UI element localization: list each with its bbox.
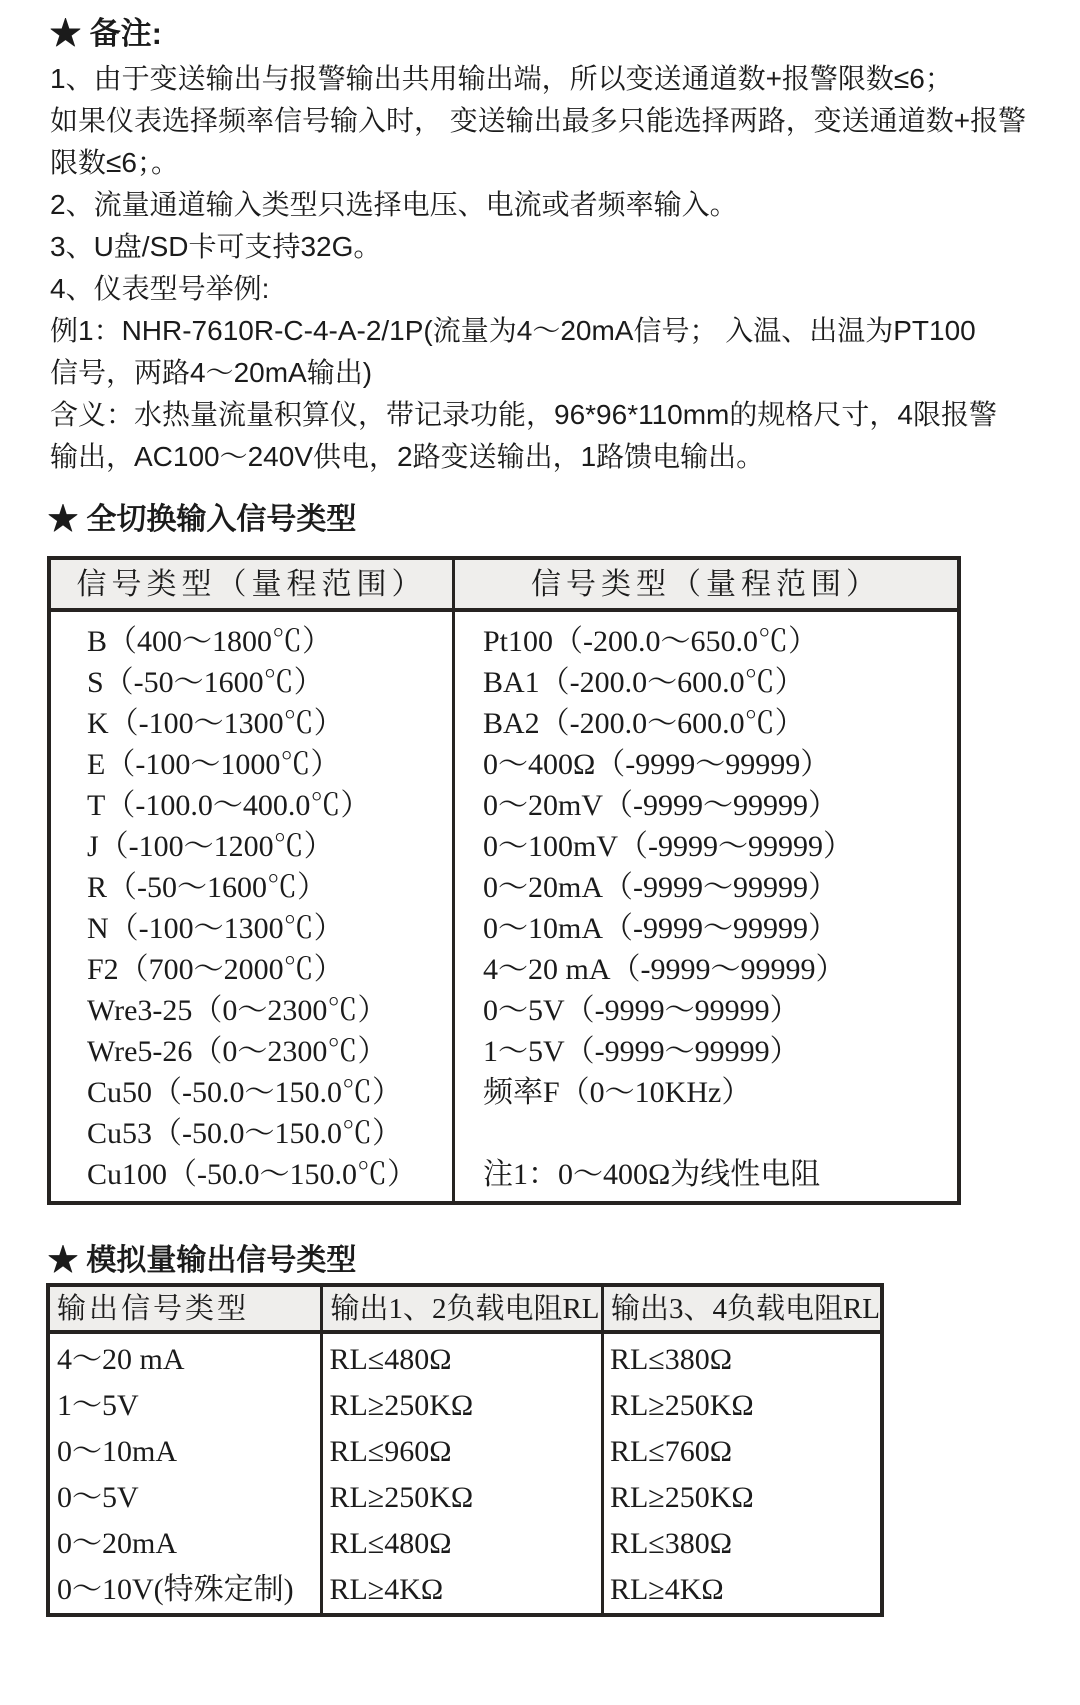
table-row: Wre5-26（0～2300℃） [87, 1035, 388, 1068]
table-row: RL≥4KΩ [609, 1573, 724, 1606]
input-table-left-column [51, 560, 455, 1201]
table-row: BA2（-200.0～600.0℃） [483, 707, 805, 740]
input-section-heading: ★ 全切换输入信号类型 [48, 503, 357, 536]
table-note: 注1：0～400Ω为线性电阻 [483, 1158, 821, 1191]
remark-line: 例1：NHR-7610R-C-4-A-2/1P(流量为4～20mA信号； 入温、出温为PT100 [50, 315, 976, 346]
output-table-rl12-column [323, 1287, 603, 1613]
table-row: 0～400Ω（-9999～99999） [483, 748, 831, 781]
table-row: RL≥250KΩ [329, 1481, 474, 1514]
table-row: RL≤380Ω [609, 1527, 733, 1560]
table-row: 频率F（0～10KHz） [483, 1076, 752, 1109]
table-row: Cu53（-50.0～150.0℃） [87, 1117, 402, 1150]
table-row: 0～10V(特殊定制) [57, 1573, 294, 1606]
table-row: T（-100.0～400.0℃） [87, 789, 371, 822]
input-table-right-column [455, 560, 957, 1201]
remarks-heading: ★ 备注: [50, 16, 162, 51]
table-row: N（-100～1300℃） [87, 912, 344, 945]
output-signal-table [46, 1283, 884, 1617]
remark-line: 如果仪表选择频率信号输入时， 变送输出最多只能选择两路，变送通道数+报警 [50, 105, 1027, 136]
table-row: 0～10mA（-9999～99999） [483, 912, 838, 945]
remark-line: 1、由于变送输出与报警输出共用输出端，所以变送通道数+报警限数≤6； [50, 63, 953, 94]
input-table-header-right: 信号类型（量程范围） [455, 560, 957, 612]
remark-line: 信号，两路4～20mA输出) [50, 357, 373, 388]
remark-line: 2、流量通道输入类型只选择电压、电流或者频率输入。 [50, 189, 738, 220]
remarks-section [50, 10, 1060, 478]
input-signal-table [47, 556, 961, 1205]
table-row: RL≥250KΩ [329, 1389, 474, 1422]
table-row: 1～5V [57, 1389, 139, 1422]
table-row: 0～20mA（-9999～99999） [483, 871, 838, 904]
table-row: RL≥250KΩ [609, 1481, 754, 1514]
table-row: RL≤380Ω [609, 1343, 733, 1376]
table-row: 4～20 mA [57, 1343, 185, 1376]
table-row: E（-100～1000℃） [87, 748, 341, 781]
table-row: 0～20mA [57, 1527, 177, 1560]
table-row: K（-100～1300℃） [87, 707, 344, 740]
table-row: RL≤960Ω [329, 1435, 452, 1468]
blank-line [483, 1113, 957, 1154]
table-row: 0～5V（-9999～99999） [483, 994, 800, 1027]
remark-line: 输出，AC100～240V供电，2路变送输出，1路馈电输出。 [50, 441, 765, 472]
output-table-header-rl12: 输出1、2负载电阻RL [323, 1287, 600, 1334]
table-row: RL≤480Ω [329, 1527, 452, 1560]
table-row: Cu100（-50.0～150.0℃） [87, 1158, 417, 1191]
table-row: 0～20mV（-9999～99999） [483, 789, 838, 822]
table-row: Cu50（-50.0～150.0℃） [87, 1076, 402, 1109]
table-row: BA1（-200.0～600.0℃） [483, 666, 805, 699]
output-table-type-column [50, 1287, 323, 1613]
table-row: RL≤760Ω [609, 1435, 733, 1468]
output-table-rl34-column [604, 1287, 880, 1613]
table-row: 0～5V [57, 1481, 139, 1514]
remark-line: 限数≤6；。 [50, 147, 179, 178]
table-row: RL≥250KΩ [609, 1389, 754, 1422]
table-row: J（-100～1200℃） [87, 830, 334, 863]
table-row: R（-50～1600℃） [87, 871, 327, 904]
remark-line: 含义：水热量流量积算仪，带记录功能，96*96*110mm的规格尺寸，4限报警 [50, 399, 997, 430]
table-row: S（-50～1600℃） [87, 666, 324, 699]
table-row: 4～20 mA（-9999～99999） [483, 953, 846, 986]
remark-line: 4、仪表型号举例: [50, 273, 270, 304]
table-row: Wre3-25（0～2300℃） [87, 994, 388, 1027]
table-row: F2（700～2000℃） [87, 953, 344, 986]
table-row: 0～10mA [57, 1435, 177, 1468]
input-table-left-body [51, 612, 452, 1201]
input-table-right-body [455, 612, 957, 1201]
output-section-heading: ★ 模拟量输出信号类型 [48, 1244, 357, 1277]
table-row: Pt100（-200.0～650.0℃） [483, 625, 819, 658]
table-row: RL≥4KΩ [329, 1573, 444, 1606]
output-table-header-rl34: 输出3、4负载电阻RL [604, 1287, 880, 1334]
input-table-header-left: 信号类型（量程范围） [51, 560, 452, 612]
remark-line: 3、U盘/SD卡可支持32G。 [50, 231, 382, 262]
output-table-header-type: 输出信号类型 [50, 1287, 320, 1334]
table-row: RL≤480Ω [329, 1343, 452, 1376]
table-row: B（400～1800℃） [87, 625, 333, 658]
table-row: 1～5V（-9999～99999） [483, 1035, 800, 1068]
table-row: 0～100mV（-9999～99999） [483, 830, 853, 863]
